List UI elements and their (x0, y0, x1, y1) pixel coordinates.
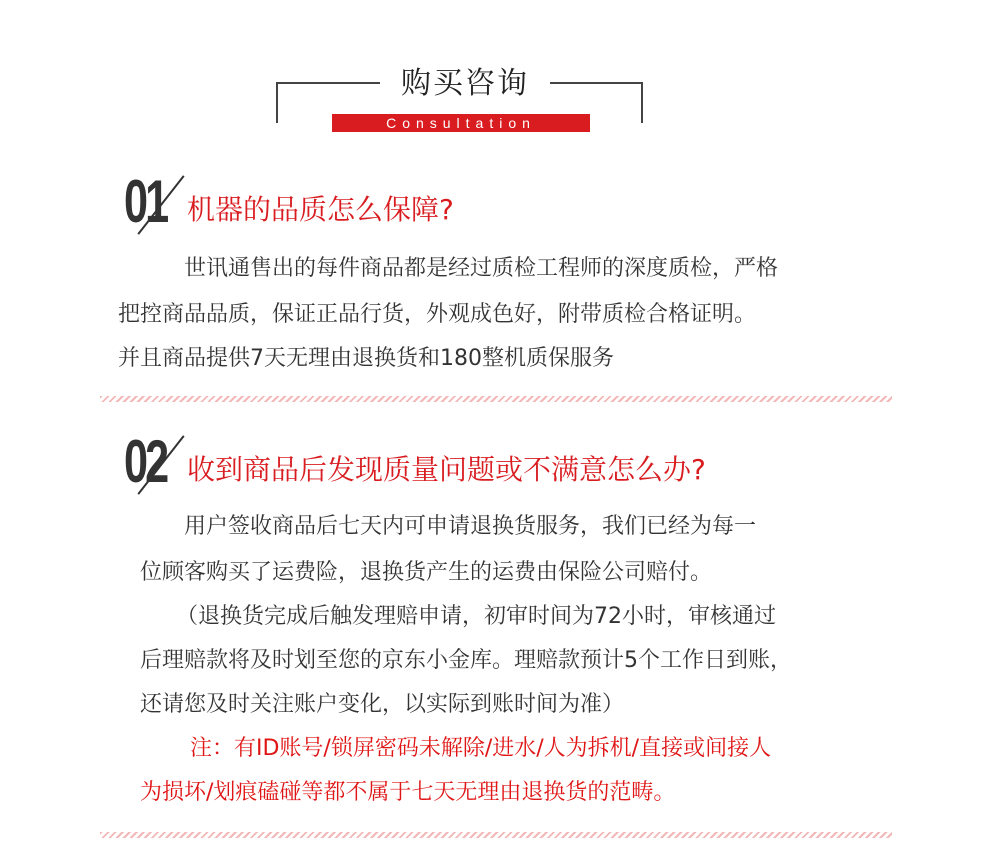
answer-1-line-1: 世讯通售出的每件商品都是经过质检工程师的深度质检，严格 (184, 256, 779, 281)
question-title-1: 机器的品质怎么保障? (187, 193, 454, 226)
question-title-2: 收到商品后发现质量问题或不满意怎么办? (187, 453, 706, 486)
note-line-2: 为损坏/划痕磕碰等都不属于七天无理由退换货的范畴。 (140, 780, 676, 805)
note-line-1: 注：有ID账号/锁屏密码未解除/进水/人为拆机/直接或间接人 (190, 736, 772, 761)
answer-1-line-2: 把控商品品质，保证正品行货，外观成色好，附带质检合格证明。 (118, 302, 757, 327)
section-divider (100, 396, 892, 402)
page-title: 购买咨询 (380, 64, 550, 104)
question-number-2: 02 (124, 428, 167, 495)
answer-2-line-5: 还请您及时关注账户变化，以实际到账时间为准） (140, 692, 625, 717)
section-divider-bottom (100, 832, 892, 838)
answer-2-line-4: 后理赔款将及时划至您的京东小金库。理赔款预计5个工作日到账， (140, 648, 792, 673)
answer-2-line-3: （退换货完成后触发理赔申请，初审时间为72小时，审核通过 (176, 604, 776, 629)
answer-2-line-1: 用户签收商品后七天内可申请退换货服务，我们已经为每一 (184, 514, 757, 539)
answer-1-line-3: 并且商品提供7天无理由退换货和180整机质保服务 (118, 346, 614, 371)
answer-2-line-2: 位顾客购买了运费险，退换货产生的运费由保险公司赔付。 (140, 560, 713, 585)
page-subtitle-banner: Consultation (332, 114, 590, 132)
question-number-1: 01 (124, 168, 167, 235)
